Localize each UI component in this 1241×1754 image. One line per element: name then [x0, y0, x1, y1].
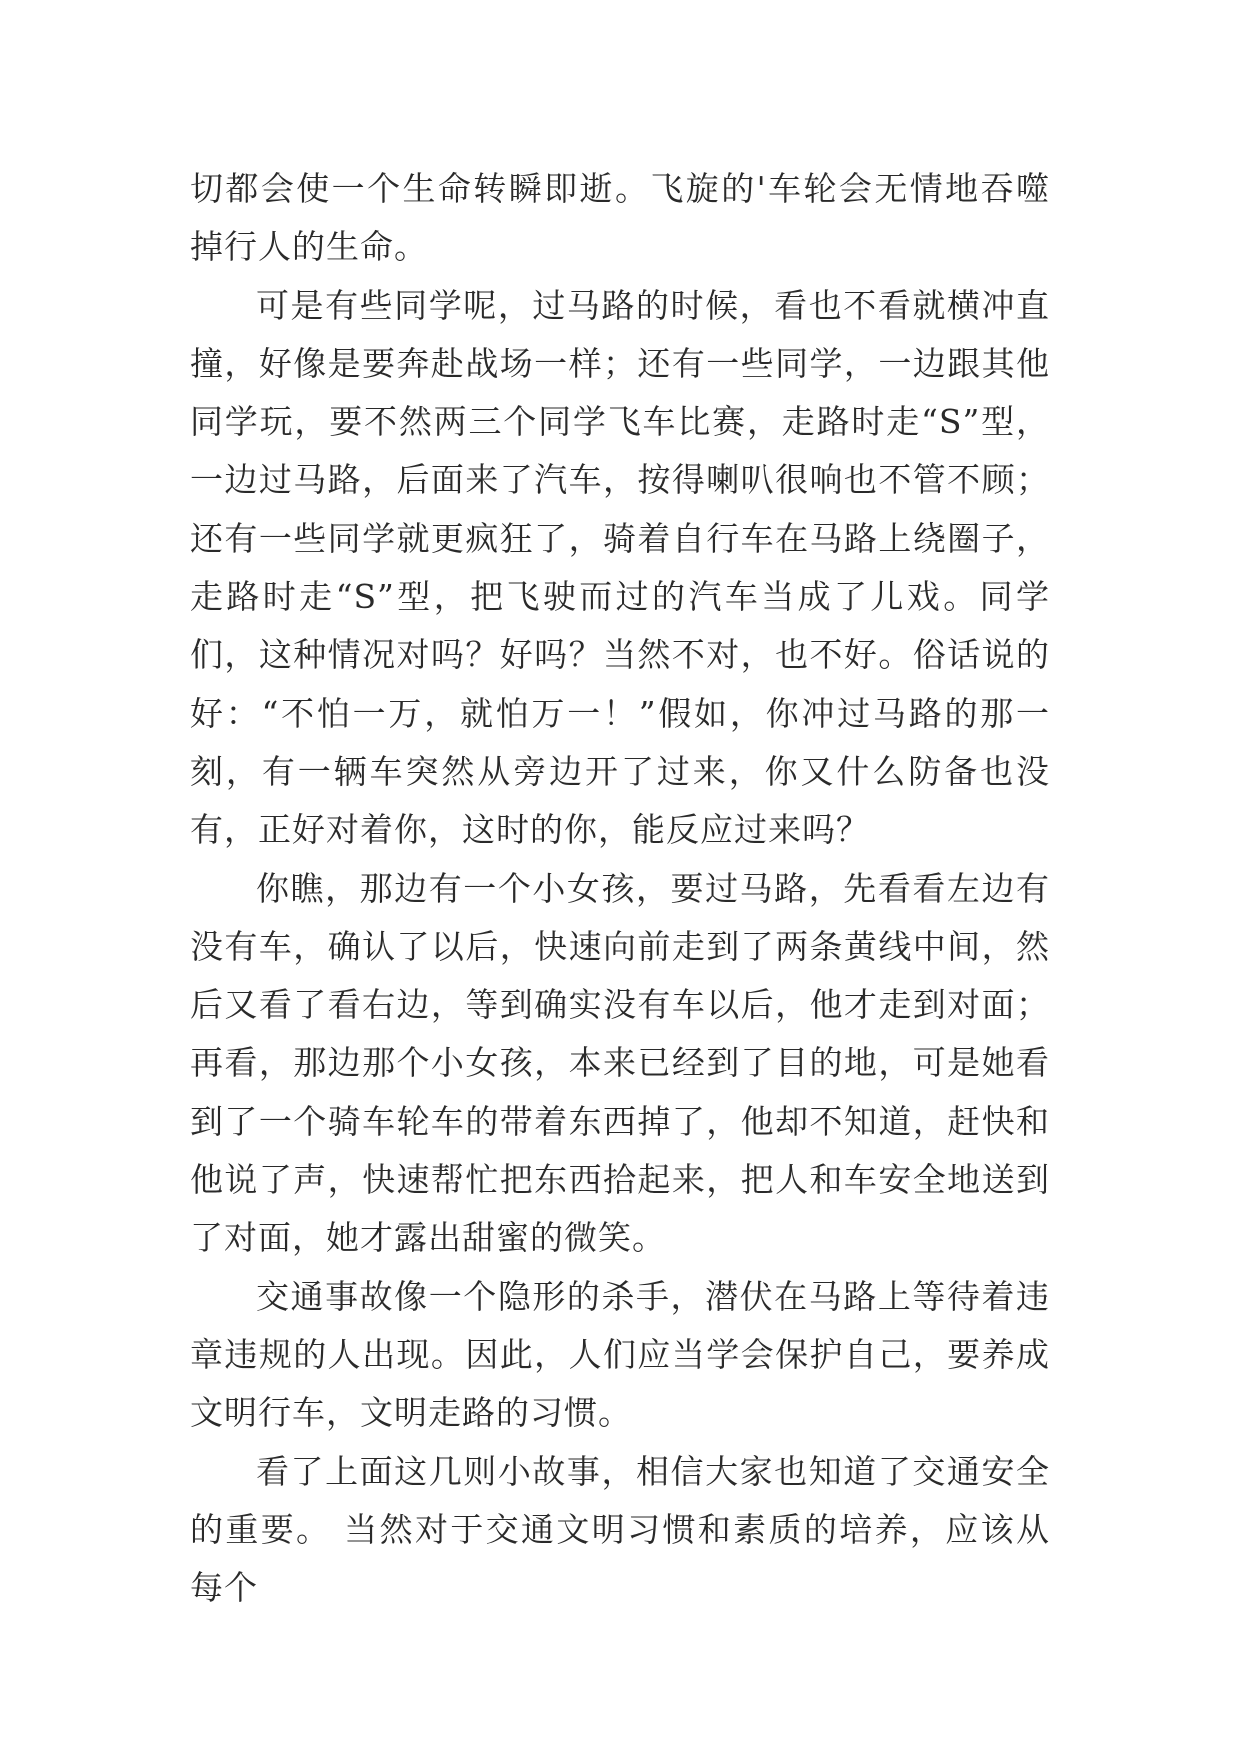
paragraph-3: 你瞧，那边有一个小女孩，要过马路，先看看左边有没有车，确认了以后，快速向前走到了两条黄线中间，然后又看了看右边，等到确实没有车以后，他才走到对面；再看，那边那个小女孩，本来已经到了目的地，可是她看到了一个骑车轮车的带着东西掉了，他却不知道，赶快和他说了声，快速帮忙把东西拾起来，把人和车安全地送到了对面，她才露出甜蜜的微笑。 — [190, 868, 1050, 1258]
paragraph-5: 看了上面这几则小故事，相信大家也知道了交通安全的重要。 当然对于交通文明习惯和素质的培养，应该从每个 — [190, 1451, 1050, 1608]
paragraph-2: 可是有些同学呢，过马路的时候，看也不看就横冲直撞，好像是要奔赴战场一样；还有一些同学，一边跟其他同学玩，要不然两三个同学飞车比赛，走路时走“S”型，一边过马路，后面来了汽车，按得喇叭很响也不管不顾；还有一些同学就更疯狂了，骑着自行车在马路上绕圈子，走路时走“S”型，把飞驶而过的汽车当成了儿戏。同学们，这种情况对吗？好吗？当然不对，也不好。俗话说的好：“不怕一万，就怕万一！”假如，你冲过马路的那一刻，有一辆车突然从旁边开了过来，你又什么防备也没有，正好对着你，这时的你，能反应过来吗？ — [190, 285, 1050, 850]
paragraph-4: 交通事故像一个隐形的杀手，潜伏在马路上等待着违章违规的人出现。因此，人们应当学会保护自己，要养成文明行车，文明走路的习惯。 — [190, 1276, 1050, 1433]
body-text — [190, 160, 1050, 1617]
paragraph-1: 切都会使一个生命转瞬即逝。飞旋的'车轮会无情地吞噬掉行人的生命。 — [190, 169, 1050, 267]
